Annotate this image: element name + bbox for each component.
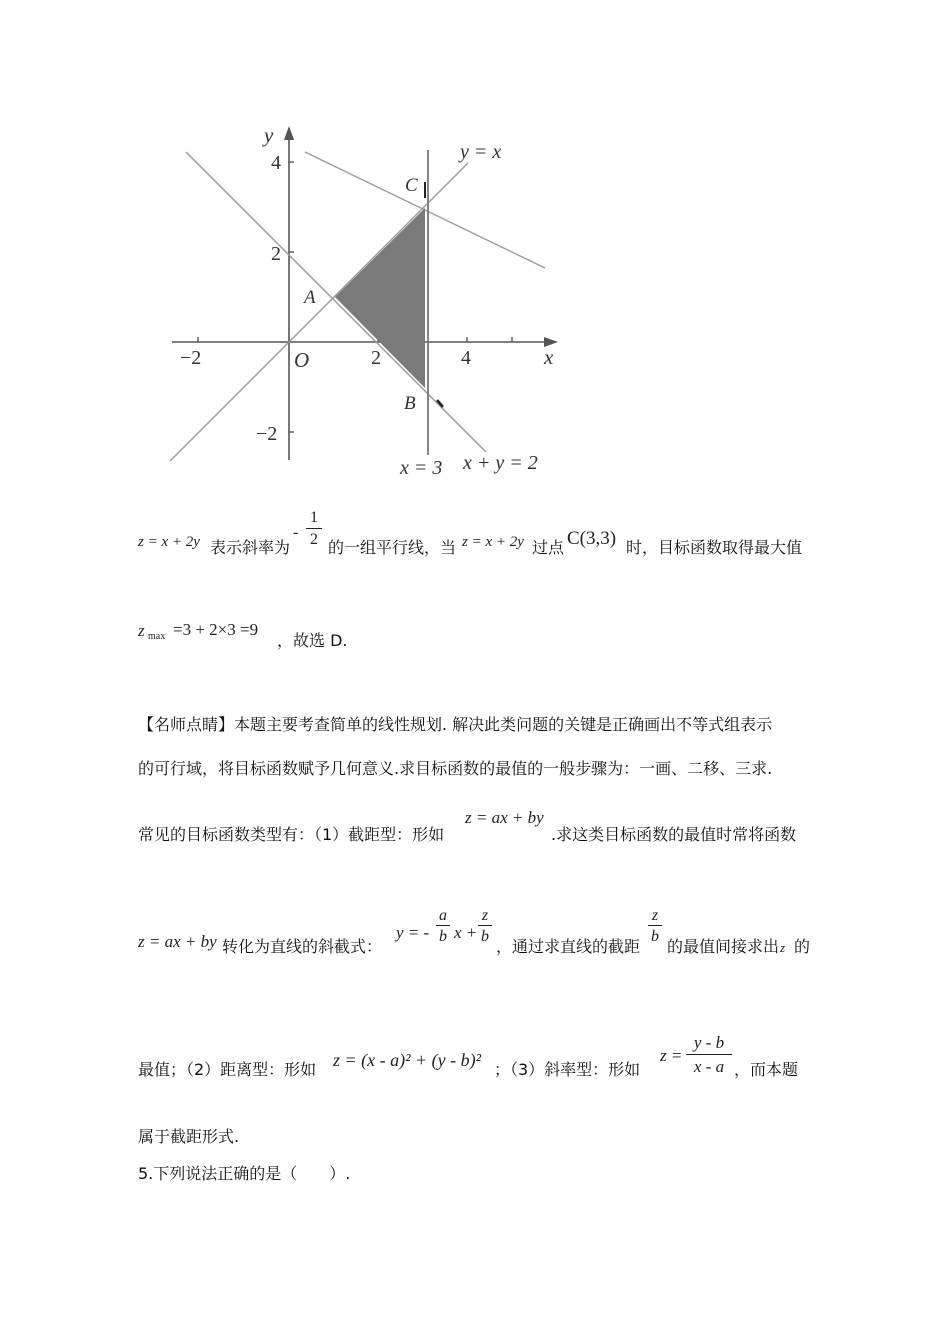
point-a-label: A <box>304 287 316 308</box>
text-indirect-max: 的最值间接求出 <box>667 937 780 956</box>
fraction-numerator: y - b <box>693 1033 725 1052</box>
fraction-one-half <box>306 508 322 551</box>
tip-line-2: 的可行域，将目标函数赋予几何意义.求目标函数的最值的一般步骤为：一画、二移、三求. <box>138 759 773 778</box>
text-de: 的 <box>794 937 811 956</box>
point-c-coord: C(3,3) <box>567 528 617 549</box>
tip-line-3-start: 常见的目标函数类型有：（1）截距型：形如 <box>138 825 445 844</box>
z-symbol: z <box>138 621 145 640</box>
text-max: 时，目标函数取得最大值 <box>626 538 803 557</box>
z-subscript-max: max <box>148 631 166 642</box>
fraction-slope <box>686 1032 732 1079</box>
text-this-problem: ，而本题 <box>734 1060 799 1079</box>
fraction-denominator: 2 <box>306 528 322 551</box>
fraction-numerator: a <box>439 907 447 924</box>
line-label-y-eq-x: y = x <box>460 141 502 163</box>
expr-x-plus: x + <box>454 923 478 942</box>
tick-label-y-neg2: −2 <box>256 423 278 445</box>
expr-y-eq-minus: y = - <box>396 923 430 942</box>
tick-label-x-neg2: −2 <box>180 347 202 369</box>
zmax-expression: =3 + 2×3 =9 <box>173 620 259 639</box>
point-c-label: C <box>405 175 418 196</box>
text-to-slope-intercept: 转化为直线的斜截式： <box>222 937 383 956</box>
text-choose-d: ，故选 D. <box>277 631 348 650</box>
tip-line-6: 属于截距形式. <box>138 1127 240 1146</box>
expr-z-eq: z = <box>660 1046 683 1065</box>
origin-label: O <box>294 348 310 372</box>
y-axis-arrow <box>284 126 294 140</box>
fraction-denominator: b <box>436 925 450 947</box>
expr-z-ax-by: z = ax + by <box>138 932 217 951</box>
expr-distance: z = (x - a)² + (y - b)² <box>333 1050 482 1070</box>
question-5: 5.下列说法正确的是（ ）. <box>138 1164 351 1183</box>
y-axis-label: y <box>264 123 274 147</box>
tick-label-y-2: 2 <box>271 243 281 265</box>
fraction-denominator: x - a <box>686 1054 732 1079</box>
minus-sign: - <box>293 524 299 541</box>
text-slope: 表示斜率为 <box>210 538 291 557</box>
expr-z-x-2y-2: z = x + 2y <box>462 534 524 550</box>
x-axis-label: x <box>544 345 554 369</box>
tick-label-x-4: 4 <box>461 347 471 369</box>
text-slope-type: ；（3）斜率型：形如 <box>494 1060 641 1079</box>
tick-label-y-4: 4 <box>271 152 281 174</box>
fraction-numerator: 1 <box>310 509 318 526</box>
feasible-region-graph <box>0 0 950 500</box>
line-x-plus-y-eq-2 <box>186 152 486 452</box>
fraction-numerator: z <box>481 907 489 924</box>
tip-line-3-end: .求这类目标函数的最值时常将函数 <box>551 825 797 844</box>
fraction-numerator: z <box>651 907 659 924</box>
z-symbol-small: z <box>780 940 786 955</box>
fraction-denominator: b <box>648 925 662 947</box>
point-b-label: B <box>404 393 416 414</box>
text-parallel: 的一组平行线，当 <box>328 538 457 557</box>
fraction-a-over-b <box>436 906 450 947</box>
fraction-denominator: b <box>478 925 492 947</box>
expr-intercept-type: z = ax + by <box>465 808 544 827</box>
text-passes: 过点 <box>532 538 565 557</box>
fraction-z-over-b-2 <box>648 906 662 947</box>
expr-z-x-2y: z = x + 2y <box>138 534 200 550</box>
line-label-x-plus-y-eq-2: x + y = 2 <box>463 452 538 474</box>
line-label-x-eq-3: x = 3 <box>400 457 443 479</box>
text-through-intercept: ，通过求直线的截距 <box>496 937 641 956</box>
text-distance-type: 最值；（2）距离型：形如 <box>138 1060 317 1079</box>
fraction-z-over-b <box>478 906 492 947</box>
tick-label-x-2: 2 <box>371 347 381 369</box>
tip-line-1: 【名师点睛】本题主要考查简单的线性规划. 解决此类问题的关键是正确画出不等式组表示 <box>138 715 773 734</box>
